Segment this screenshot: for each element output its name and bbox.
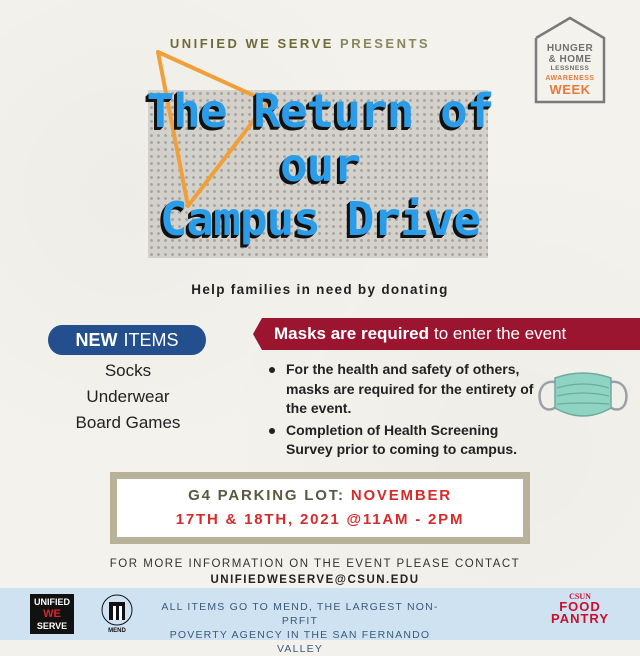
logo-line-3: LESSNESS [550,65,590,72]
event-date-frame [110,472,530,544]
csun-food-pantry-logo: CSUN FOOD PANTRY [551,592,609,626]
title-line-3: Campus Drive [159,192,481,246]
contact-email: UNIFIEDWESERVE@CSUN.EDU [210,574,420,586]
items-label: ITEMS [123,329,179,350]
event-date-box [117,479,523,537]
mask-requirement-banner [262,318,640,350]
event-dates: 17TH & 18TH, 2021 @11AM - 2PM [175,511,465,528]
banner-bold-text: Masks are required [274,324,429,343]
footer-bar [0,588,640,655]
contact-line: FOR MORE INFORMATION ON THE EVENT PLEASE CONTACT [109,558,521,570]
footer-text: ALL ITEMS GO TO MEND, THE LARGEST NON-PRFIT POVERTY AGENCY IN THE SAN FERNANDO VALLEY [161,601,439,655]
organizer-name: UNIFIED WE SERVE [169,36,334,51]
event-month: NOVEMBER [350,487,452,504]
contact-info [0,556,630,588]
event-location: G4 PARKING LOT: [188,487,345,504]
list-item: Socks [104,361,152,380]
new-items-list [48,358,208,436]
new-label: NEW [75,329,118,350]
presents-word: PRESENTS [340,36,431,51]
mask-bullets [266,360,536,462]
list-item: Board Games [75,413,181,432]
title-line-1: The Return of [146,84,494,138]
event-title [120,84,520,246]
banner-rest-text: to enter the event [433,324,567,343]
logo-line-1: HUNGER [546,43,594,54]
title-line-2: our [279,138,361,192]
mend-logo [100,592,134,636]
bullet-item: Completion of Health Screening Survey prior to coming to campus. [266,421,536,460]
logo-line-4: AWARENESS [545,75,595,82]
face-mask-icon [533,364,633,426]
list-item: Underwear [86,387,170,406]
unified-we-serve-logo: UNIFIED WE SERVE [30,594,74,634]
new-items-pill [48,325,206,355]
logo-line-2: & HOME [548,54,592,65]
mend-logo-text: MEND [108,628,126,634]
logo-line-5: WEEK [549,82,591,97]
bullet-item: For the health and safety of others, masks are required for the entirety of the event. [266,360,536,419]
subtitle: Help families in need by donating [191,282,449,297]
